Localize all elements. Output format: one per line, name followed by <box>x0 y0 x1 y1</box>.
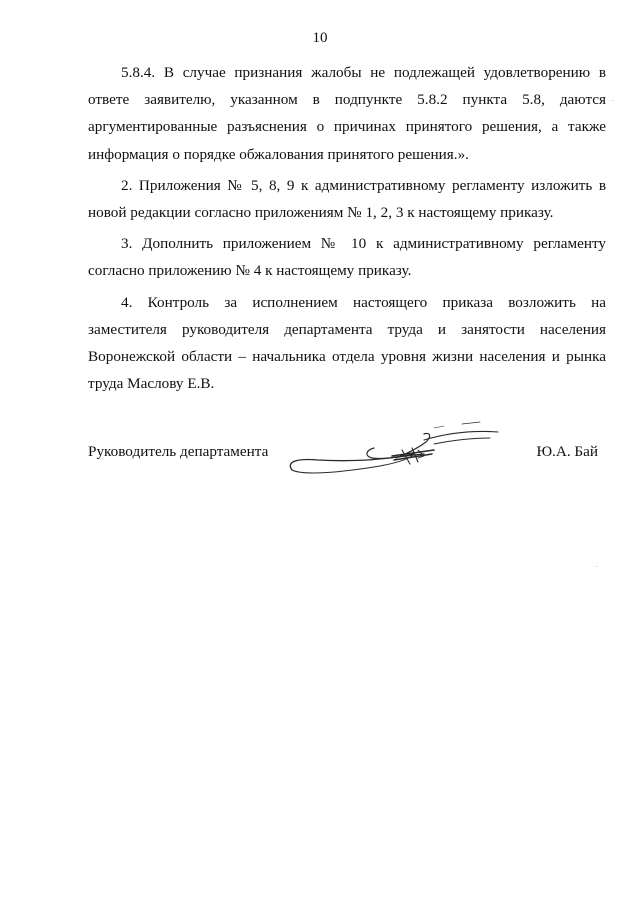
paragraph-control-assignment: 4. Контроль за исполнением настоящего приказа возложить на заместителя руководителя департамента труда и занятости населения Воронежской области – начальника отдела уровня жизни населения и рынка труда Маслову Е.В. <box>88 293 606 393</box>
scan-speck <box>596 566 597 567</box>
paragraph-appendices-new-edition: 2. Приложения № 5, 8, 9 к административному регламенту изложить в новой редакции согласно приложениям № 1, 2, 3 к настоящему приказу. <box>88 176 606 222</box>
signatory-title: Руководитель департамента <box>88 443 269 460</box>
paragraph-complaint-rejection: 5.8.4. В случае признания жалобы не подлежащей удовлетворению в ответе заявителю, указанном в подпункте 5.8.2 пункта 5.8, даются аргументированные разъяснения о причинах принятого решения, а также информация о порядке обжалования принятого решения.». <box>88 64 606 163</box>
page-number: 10 <box>312 30 328 46</box>
signature-block <box>88 410 606 490</box>
document-body <box>88 59 606 401</box>
handwritten-signature <box>284 410 504 488</box>
signatory-name: Ю.А. Бай <box>536 443 598 460</box>
scan-speck <box>612 100 613 101</box>
paragraph-add-appendix-10: 3. Дополнить приложением № 10 к административному регламенту согласно приложению № 4 к настоящему приказу. <box>88 235 606 280</box>
